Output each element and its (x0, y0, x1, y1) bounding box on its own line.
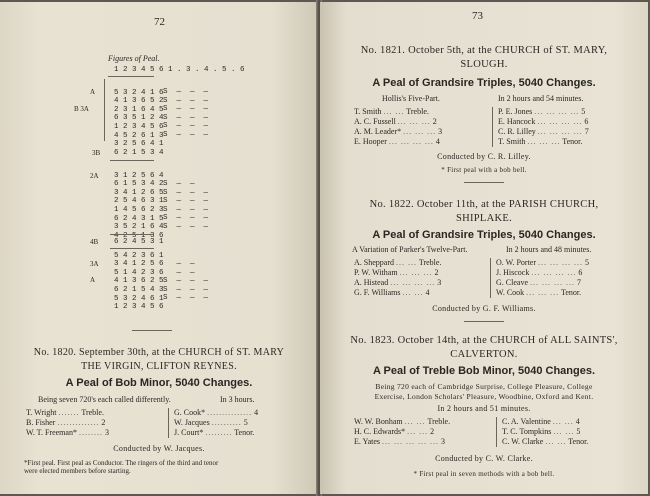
bob-marks-4b: — — — — S — — — S — — — S — — — (163, 260, 209, 303)
peal-heading-place: THE VIRGIN, CLIFTON REYNES. (81, 361, 237, 372)
ringer-row: C. A. Valentine ... ... 4 (502, 417, 580, 426)
peal-heading: No. 1823. October 14th, at the CHURCH of ALL SAINTS', (350, 335, 618, 346)
ringer-row: G. Cleave ... ... ... ... 7 (496, 278, 581, 287)
ringer-row: J. Hiscock ... ... ... ... 6 (496, 268, 583, 277)
ringer-row: A. M. Leader* ... ... ... 3 (354, 127, 443, 136)
ringer-row: P. E. Jones ... ... ... ... 5 (498, 107, 586, 116)
ringer-row: T. Wright ....... Treble. (26, 408, 104, 417)
peal-title: A Peal of Treble Bob Minor, 5040 Changes. (372, 365, 596, 377)
ringer-row: W. W. Bonham ... ... Treble. (354, 417, 451, 426)
peal-description: Exercise, London Scholars' Pleasure, Woodbine, Oxford and Kent. (374, 392, 594, 401)
peal-duration: In 2 hours and 51 minutes. (437, 404, 531, 413)
figures-rule (110, 234, 154, 235)
peal-footnote: * First peal with a bob bell. (441, 166, 527, 174)
ringer-divider (492, 107, 493, 147)
ringer-row: C. W. Clarke ... ... Tenor. (502, 437, 589, 446)
ringer-row: H. C. Edwards* ... ... 2 (354, 427, 435, 436)
ringer-row: P. W. Witham ... ... ... 2 (354, 268, 439, 277)
right-page (320, 2, 648, 494)
ringer-divider (490, 258, 491, 298)
figures-header: 1 2 3 4 5 6 (114, 66, 164, 74)
peal-heading-place: SLOUGH. (460, 59, 508, 70)
ringer-row: B. Fisher .............. 2 (26, 418, 106, 427)
page-number: 72 (154, 16, 165, 28)
peal-duration: In 2 hours and 48 minutes. (506, 245, 592, 254)
peal-title: A Peal of Grandsire Triples, 5040 Changes. (372, 77, 596, 89)
ringer-row: A. Sheppard ... ... Treble. (354, 258, 442, 267)
peal-duration: In 3 hours. (220, 395, 255, 404)
figures-header-right: 1 . 3 . 4 . 5 . 6 (168, 66, 245, 74)
figure-bracket (104, 79, 105, 141)
section-rule (132, 330, 172, 331)
figures-rule (108, 76, 154, 77)
figure-label: 4B (90, 238, 99, 246)
ringer-row: G. Cook* ............... 4 (174, 408, 259, 417)
ringer-row: W. T. Freeman* ........ 3 (26, 428, 109, 437)
ringer-row: E. Yates ... ... ... ... ... 3 (354, 437, 446, 446)
peal-subtitle: Hollis's Five-Part. (382, 94, 440, 103)
section-rule (464, 182, 504, 183)
figure-row: 6 2 1 5 3 4 (114, 149, 164, 157)
peal-subtitle: Being seven 720's each called differently. (38, 395, 171, 404)
peal-subtitle: A Variation of Parker's Twelve-Part. (352, 245, 468, 254)
section-rule (464, 321, 504, 322)
figure-row: 6 2 4 5 3 1 (114, 238, 164, 246)
ringer-divider (168, 408, 169, 438)
figure-label: A (90, 276, 96, 284)
ringer-row: W. Cook ... ... ... Tenor. (496, 288, 582, 297)
bob-marks-b: S — — — S — — — S — — — S — — — S — — — S — — — (163, 88, 209, 139)
peal-duration: In 2 hours and 54 minutes. (498, 94, 584, 103)
figure-label: 2A (90, 172, 99, 180)
bob-marks-2a: S — — S — — — S — — — S — — — S — — — S — — — (163, 180, 209, 231)
peal-conductor: Conducted by C. W. Clarke. (435, 454, 533, 463)
peal-footnote: * First peal in seven methods with a bob bell. (413, 470, 555, 478)
peal-description: Being 720 each of Cambridge Surprise, College Pleasure, College (375, 382, 593, 391)
figure-label: A (90, 88, 96, 96)
ringer-divider (496, 417, 497, 447)
ringer-row: G. F. Williams ... ... 4 (354, 288, 430, 297)
figures-title: Figures of Peal. (108, 54, 160, 63)
peal-footnote: were elected members before starting. (24, 467, 131, 475)
peal-conductor: Conducted by G. F. Williams. (432, 304, 536, 313)
ringer-row: E. Hooper ... ... ... ... 4 (354, 137, 440, 146)
ringer-row: T. C. Tompkins ... ... 5 (502, 427, 581, 436)
ringer-row: A. Histead ... ... ... ... 3 (354, 278, 442, 287)
figure-rows-4b: 5 4 2 3 6 1 3 4 1 2 5 6 5 1 4 2 3 6 4 1 3 6 2 5 6 2 1 5 4 3 5 3 2 4 6 1 1 2 3 4 5 6 (114, 251, 164, 312)
ringer-row: O. W. Porter ... ... ... ... 5 (496, 258, 589, 267)
peal-heading-place: SHIPLAKE. (455, 213, 513, 224)
figure-label: B 3A (74, 105, 89, 113)
peal-conductor: Conducted by C. R. Lilley. (437, 152, 531, 161)
ringer-row: E. Hancock ... ... ... ... 6 (498, 117, 589, 126)
peal-title: A Peal of Bob Minor, 5040 Changes. (65, 377, 253, 389)
peal-title: A Peal of Grandsire Triples, 5040 Changes. (372, 229, 596, 241)
peal-heading: No. 1821. October 5th, at the CHURCH of ST. MARY, (360, 45, 608, 56)
ringer-row: C. R. Lilley ... ... ... ... 7 (498, 127, 589, 136)
left-page (0, 2, 318, 494)
ringer-row: T. Smith ... ... Treble. (354, 107, 429, 116)
figure-label: 3B (92, 149, 101, 157)
ringer-row: W. Jacques .......... 5 (174, 418, 248, 427)
figure-label: 3A (90, 260, 99, 268)
peal-heading-place: CALVERTON. (450, 349, 518, 360)
peal-conductor: Conducted by W. Jacques. (113, 444, 205, 453)
page-number: 73 (472, 10, 483, 22)
ringer-row: J. Court* ......... Tenor. (174, 428, 255, 437)
peal-footnote: *First peal. First peal as Conductor. The ringers of the third and tenor (24, 459, 219, 467)
peal-heading: No. 1820. September 30th, at the CHURCH of ST. MARY (33, 347, 285, 358)
figures-rule (110, 160, 154, 161)
ringer-row: T. Smith ... ... ... Tenor. (498, 137, 583, 146)
peal-heading: No. 1822. October 11th, at the PARISH CHURCH, (369, 199, 599, 210)
figure-rows-b: 5 3 2 4 1 6 4 1 3 6 5 2 2 3 1 6 4 5 6 3 5 1 2 4 1 2 3 4 5 6 4 5 2 6 1 3 3 2 5 6 4 1 (114, 88, 164, 149)
figure-rows-2a: 3 1 2 5 6 4 6 1 5 3 4 2 3 4 1 2 6 5 2 5 4 6 3 1 1 4 5 6 2 3 6 2 4 3 1 5 3 5 2 1 6 4 4 2 5 1 3 6 (114, 171, 164, 240)
ringer-row: A. C. Fussell ... ... ... 2 (354, 117, 437, 126)
